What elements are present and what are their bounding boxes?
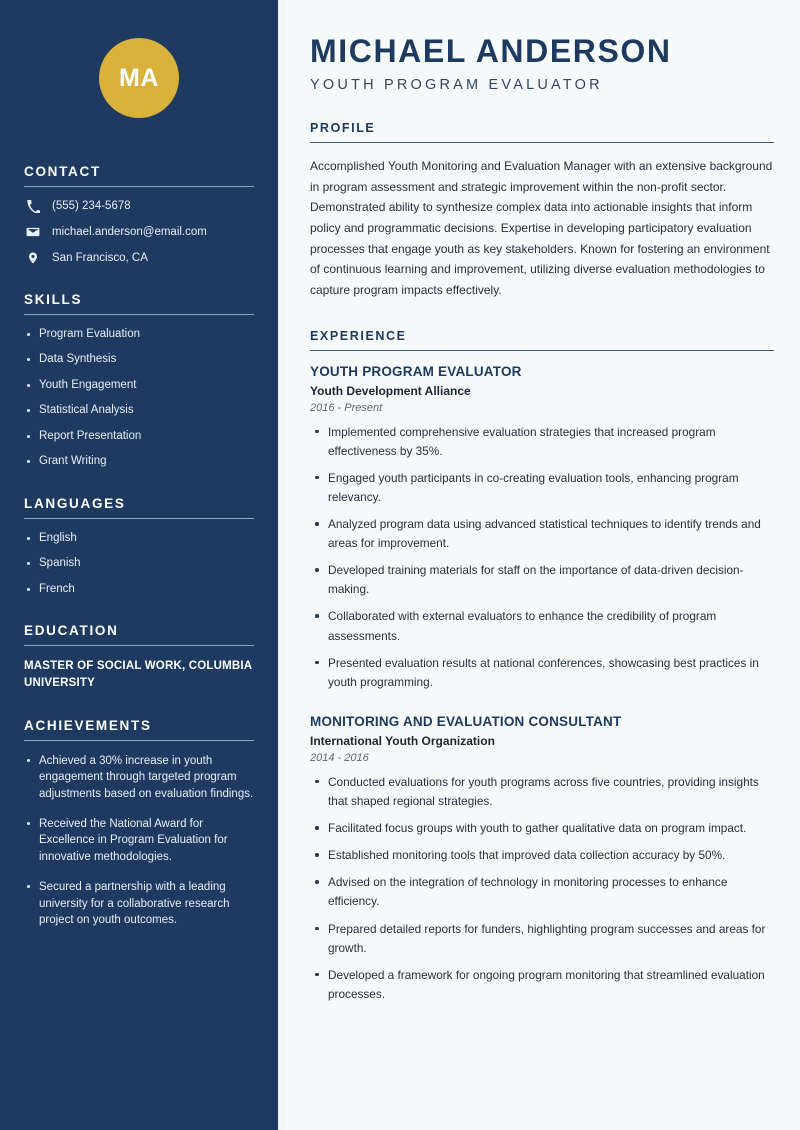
job-company: International Youth Organization (310, 733, 495, 748)
sidebar (0, 0, 278, 1130)
education-heading: EDUCATION (24, 623, 119, 639)
job-dates: 2016 - Present (310, 401, 383, 414)
contact-item-phone[interactable] (24, 199, 254, 214)
contact-divider (24, 186, 254, 187)
skills-divider (24, 314, 254, 315)
main-content (286, 0, 800, 1130)
job-bullets (310, 423, 774, 692)
list-item: Developed a framework for ongoing program monitoring that streamlined evaluation processes. (310, 966, 774, 1004)
section-profile (310, 121, 774, 300)
sidebar-section-languages (24, 496, 254, 598)
sidebar-section-contact (24, 164, 254, 266)
list-item: Achieved a 30% increase in youth engagement through targeted program adjustments based on evaluation findings. (24, 753, 254, 803)
list-item: Analyzed program data using advanced statistical techniques to identify trends and areas for improvement. (310, 515, 774, 553)
list-item: Data Synthesis (24, 352, 254, 368)
contact-item-location[interactable] (24, 251, 254, 266)
page-title: MICHAEL ANDERSON (310, 33, 672, 69)
list-item: Collaborated with external evaluators to enhance the credibility of program assessments. (310, 607, 774, 645)
section-experience (310, 329, 774, 1004)
job-role: MONITORING AND EVALUATION CONSULTANT (310, 713, 622, 729)
languages-list (24, 531, 254, 598)
phone-icon (24, 200, 42, 213)
contact-location-value: San Francisco, CA (52, 251, 148, 264)
list-item: Developed training materials for staff on the importance of data-driven decision-making. (310, 561, 774, 599)
contact-heading: CONTACT (24, 164, 101, 179)
job-bullets (310, 773, 774, 1004)
list-item: Spanish (24, 556, 254, 572)
job-role: YOUTH PROGRAM EVALUATOR (310, 363, 522, 379)
list-item: Youth Engagement (24, 378, 254, 394)
list-item: Report Presentation (24, 429, 254, 445)
map-pin-icon (24, 251, 42, 265)
contact-item-email[interactable] (24, 225, 254, 240)
education-entry: MASTER OF SOCIAL WORK, COLUMBIA UNIVERSITY (24, 660, 252, 690)
profile-divider (310, 142, 774, 143)
list-item: Prepared detailed reports for funders, highlighting program successes and areas for growth. (310, 920, 774, 958)
profile-heading: PROFILE (310, 121, 376, 136)
contact-phone-value: (555) 234-5678 (52, 200, 131, 212)
list-item: Secured a partnership with a leading university for a collaborative research project on youth outcomes. (24, 879, 254, 929)
headline-job-title: YOUTH PROGRAM EVALUATOR (310, 77, 603, 94)
avatar-container (24, 0, 254, 164)
list-item: Program Evaluation (24, 327, 254, 343)
list-item: French (24, 582, 254, 598)
list-item: Facilitated focus groups with youth to gather qualitative data on program impact. (310, 819, 774, 838)
list-item: Established monitoring tools that improved data collection accuracy by 50%. (310, 846, 774, 865)
skills-heading: SKILLS (24, 291, 83, 307)
list-item: English (24, 531, 254, 547)
column-gap (278, 0, 286, 1130)
profile-text: Accomplished Youth Monitoring and Evaluation Manager with an extensive background in program assessment and strategic improvement within the non-profit sector. Demonstrated ability to synthesize complex data into actionable insights that inform policy and programmatic decisions. Expertise in developing participatory evaluation processes that engage youth as key stakeholders. Known for fostering an environment of continuous learning and improvement, utilizing diverse evaluation methodologies to capture program impacts effectively. (310, 159, 773, 297)
experience-heading: EXPERIENCE (310, 328, 407, 343)
list-item: Presented evaluation results at national conferences, showcasing best practices in youth programming. (310, 654, 774, 692)
languages-heading: LANGUAGES (24, 495, 126, 511)
list-item: Received the National Award for Excellence in Program Evaluation for innovative methodologies. (24, 816, 254, 866)
achievements-list (24, 753, 254, 929)
list-item: Grant Writing (24, 454, 254, 470)
experience-divider (310, 350, 774, 351)
envelope-icon (24, 225, 42, 239)
experience-entry (310, 714, 774, 764)
sidebar-section-achievements (24, 718, 254, 929)
list-item: Statistical Analysis (24, 403, 254, 419)
skills-list (24, 327, 254, 470)
achievements-heading: ACHIEVEMENTS (24, 717, 152, 733)
sidebar-section-skills (24, 292, 254, 470)
list-item: Conducted evaluations for youth programs across five countries, providing insights that shaped regional strategies. (310, 773, 774, 811)
languages-divider (24, 518, 254, 519)
list-item: Advised on the integration of technology in monitoring processes to enhance efficiency. (310, 873, 774, 911)
achievements-divider (24, 740, 254, 741)
contact-email-value: michael.anderson@email.com (52, 225, 207, 238)
job-company: Youth Development Alliance (310, 383, 471, 398)
list-item: Implemented comprehensive evaluation strategies that increased program effectiveness by 35%. (310, 423, 774, 461)
avatar: MA (99, 38, 179, 118)
experience-entry (310, 364, 774, 414)
sidebar-section-education (24, 623, 254, 691)
list-item: Engaged youth participants in co-creating evaluation tools, enhancing program relevancy. (310, 469, 774, 507)
job-dates: 2014 - 2016 (310, 751, 369, 764)
education-divider (24, 645, 254, 646)
